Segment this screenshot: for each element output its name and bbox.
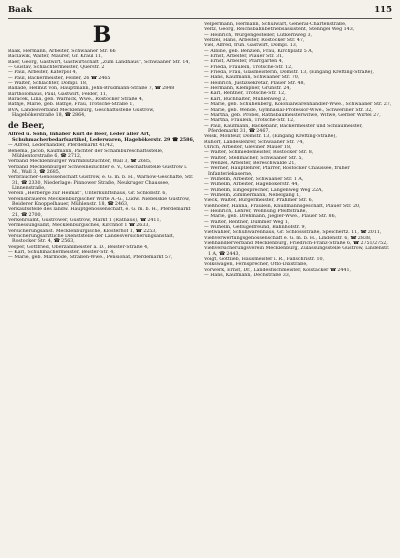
directory-entry: — Wilhelm, Arbeiter, Hagebökerstr. 44, [204, 182, 299, 188]
directory-entry: — Gustav, Schlachtermeister, Querstr. 2 [8, 65, 105, 71]
directory-entry: Baracek, Lina, geb. Warnick, Wwe., Rostocker Straße 4, [8, 97, 144, 103]
directory-entry: Vermessungsamt, Mecklenburgisches, Kirchhof 1 ☎ 2633, [8, 223, 150, 229]
directory-entry: — Karl, Rentner, Trotsche-Str. 12, [204, 91, 286, 97]
directory-entry: — Heinrich, Lehrer, Wohnung Pfeiffstraße, [204, 209, 308, 215]
directory-entry: BVA, Landesverband Mecklenburg, Geschäftsstelle Güstrow, Hagebökerstraße 18, ☎ 2864, [8, 107, 155, 119]
directory-entry: — Karl, Schuhmachermeister, Beister-Str. 4, [8, 250, 115, 256]
directory-entry: — Wilhelm, Geflügelfreund, Bahnhofstr. 9, [204, 225, 306, 231]
directory-entry: Alfred u. Sohn, Inhaber Kurt de Beer, Leder aller Art, Schuhmacherbedarfsartikel, Lederwaren, Hagebökerstr. 29 ☎ 2586, [8, 132, 195, 143]
directory-entry: — Heinrich, Justizsekretär, Plauer Str. 48, [204, 80, 306, 86]
directory-entry: — Ernst, Arbeiter, Plauer Str. 31, [204, 54, 284, 60]
directory-entry: — Paul, Arbeiter, Katerpol 4, [8, 70, 78, 76]
directory-entry: — Karl, Buchhalter, Mühlenweg 2, [204, 96, 287, 102]
directory-entry: Viehverwertungsgenossenschaft e. G. m. b. H., Lindenstr. 6, ☎ 2838, [204, 235, 372, 241]
directory-entry: — Hans, Kaufmann, Schwaaner Str. 70, [204, 75, 300, 81]
directory-entry: Verein „Herberge zur Heimat“, Unterkunftshaus, Gr. Schloßstr. 6, [8, 191, 167, 197]
directory-entry: — Ernst, Arbeiter, Pfarrgarten 4, [204, 59, 284, 65]
directory-entry: Verkaufsstelle des landw. Hauptgenossenschaft, e. G. m. b. H., Pferdemarkt 21, ☎ 2700, [8, 207, 191, 218]
directory-entry: Velpermann, Hermann, Schulwart, General-Chartenstraße, [204, 22, 347, 27]
directory-entry: Veltz, Georg, Reichsbahnbetriebsassistent, Stenngel Weg 143, [204, 27, 355, 33]
directory-entry: Vießhöder, Hanna, Fräulein, Knüllmannsgeschäft, Plauer Str. 20, [204, 203, 361, 209]
directory-entry: — Heinrich, Würgengesteller, Lütkernweg 3, [204, 32, 312, 38]
directory-entry: — Martha, Fräulein, Trotsche-Str. 12, [204, 118, 295, 124]
directory-entry: — Werner, Hauptlehrer, Pfarrer, Rostocker Chaussee, früher Infanteriekaserne, [204, 166, 350, 177]
directory-entry: Ballade, Helmut von, Hauptmann, Jehn-Brudmann-Straße 7, ☎ 2848 [8, 86, 175, 92]
directory-entry: Benema, Jacob, Kaufmann, Pächter der Schambureschäftsstelle, Mühlentorstraße 6, ☎ 2712, [8, 148, 164, 159]
section-heading: de Beer, [8, 120, 45, 131]
directory-entry: Bartholomäus, Paul, Gastwirt, Felder, 11, [8, 91, 108, 97]
directory-entry: — Walter, Rentner, Dummer Weg 1, [204, 219, 290, 225]
directory-entry: — Walter, Stellmacher, Schwaaner Str. 5, [204, 155, 304, 161]
directory-entry: Viel, Alfred, früh. Gastwirt, Dompl. 13, [204, 43, 298, 49]
directory-entry: Verband Mecklenburger Schweinezüchter e. V., Geschäftsstelle Güstrow i. M., Wall 3, ☎ 2685, [8, 164, 188, 175]
directory-entry: Voigt, Gottlieb, Hausmeister i. R., Fallschristr. 10, [204, 257, 325, 263]
right-column [204, 22, 392, 279]
page-number: 115 [374, 5, 392, 15]
left-column [8, 22, 196, 279]
directory-entry: — Wilhelm, Arbeiter, Schwaaner Str. 1 A, [204, 176, 304, 182]
directory-entry: Verbraucher-Genossenschaft Güstrow, e. G. m. b. H., Warnow-Geschäfte, Str. 31, ☎ 2330, Niederlage: Pinnower Straße, Neukruger Chaussee, Linnenstraße, [8, 175, 194, 191]
directory-entry: Viehversicherungsverein Mecklenburg, Zulassungsstelle Güstrow, Lindenstr. 1 A, ☎ 2443, [204, 246, 390, 257]
directory-entry: Volkswagen, Fernsprecher, Otto-Dixstraße, [204, 262, 308, 268]
directory-entry: Vereinsbrauerei Mecklenburgischer Wirte A.-G., Ludw. Niebelskie Güstrow, Beiderer Knoppelhauer, Mühlenstr. 18, ☎ 2463, [8, 196, 190, 207]
directory-entry: — Marie, geb. Schuhenberg, Kolonialwarenhändler-Wwe., Schwaaner Str. 27, [204, 102, 392, 108]
directory-entry: Ruhorf, Landeslehrer, Schwaaner Str. 74, [204, 139, 304, 145]
directory-entry: Verkehrsamt, Güstrower, Güstrow, Markt 1 (Rathaus), ☎ 2411, [8, 217, 161, 223]
directory-entry: — Marie, geb. Drehmann, Jiegler-Wwe., Plauer Str. 86, [204, 214, 337, 220]
directory-entry: Baer, Georg, Gastwirt, Gastwirtschaft „Zum Landhaus“, Schwaaner Str. 14, [8, 59, 190, 65]
running-head: Baak [8, 5, 33, 15]
directory-entry: — Frieda, Frau, Glasmeisterin, Domstr. 13, (Eingang Krefting-Straße), [204, 70, 374, 76]
directory-entry: Baclawik, Walter, Maurer, Gr. Kraul 11, [8, 54, 103, 60]
directory-entry: Verband Mecklenburger Warmblutzüchter, Wall 3, ☎ 2685, [8, 159, 152, 165]
directory-entry: — Hans, Kaufmann, Dechstraße 33, [204, 273, 291, 279]
directory-entry: — Frieda, Fräulein, Trotsche-Str. 12, [204, 64, 293, 70]
directory-entry: Vorwerk, Ernst, Dr., Landesfischmeister, Kolstäcker ☎ 2441, [204, 267, 351, 273]
directory-entry: Viehhändlerverband Mecklenburg, Friedrich-Franz-Straße 6, ☎ 2751/2752, [204, 241, 388, 247]
right-entries [204, 22, 392, 279]
columns [8, 22, 392, 279]
directory-entry: — Alfred, Lederhändler, Pferdemarkt 41/42, [8, 143, 115, 149]
directory-entry: Versicherungsärztliche Dienststelle der Landesversicherungsanstalt, Rostocker Str. 4, ☎ 2563, [8, 234, 175, 245]
directory-entry: — Marie, geb. Marmode, Straßen-Wwe., Pensionat, Pferdemarkt 57, [8, 255, 173, 261]
directory-entry: Versicherungsanst. Mecklenburgische, Klosterhof 1, ☎ 2253, [8, 228, 157, 234]
left-entries-a [8, 49, 196, 118]
directory-entry: — Wilhelm, Zimmermann, Nebelgang 1, [204, 193, 301, 198]
directory-entry: Ulrich, Arbeiter, Gleviner Mauer 18, [204, 144, 292, 150]
directory-entry: — Martha, geb. Pröbel, Rathsbaumeisterwitwe, Witwe, Gerber Wirtel 27, [204, 112, 381, 118]
directory-entry: — Walter, Schlachter, Dompl. 18, [8, 81, 88, 87]
directory-entry: — Marie, geb. Wende, Gymnasial-Professor-Wwe., Schweriner Str. 32, [204, 107, 373, 113]
directory-entry: — Paul, Bäckermeister, Felder, 26 ☎ 2465 [8, 75, 111, 81]
directory-entry: Veisk, Monteur, Domstr. 13, (Eingang Krefting-Straße), [204, 134, 337, 140]
directory-entry: Vieck, Walter, Bürgermeister, Prahmer Str. 6, [204, 198, 314, 204]
left-entries-b [8, 132, 196, 260]
directory-entry: — Wenzel, Arbeiter, Bereschwalde 21, [204, 160, 296, 166]
directory-entry: — Albine, geb. Benzien, Frau, Kirchplatz 5 A, [204, 48, 314, 54]
directory-entry: Vietwähler, Schuhwarenhaus, Gr. Schlossstraße, Speichertz. 11, ☎ 2011, [204, 230, 382, 236]
directory-entry: Baak, Hermann, Arbeiter, Schwaaner Str. 66 [8, 49, 116, 54]
page-header [8, 5, 392, 19]
directory-entry: — Wilhelm, Eingesprecher, Langenweg Weg 22A, [204, 187, 323, 193]
directory-entry: — Walter, Schmiedemeister, Rostocker Str. 8, [204, 150, 314, 156]
section-letter: B [92, 22, 112, 48]
directory-entry: Vesper, Gottfried, Oberzahlmeister a. D., Beister-Straße 4, [8, 244, 149, 250]
directory-entry: Bathje, Marie, geb. Bathje, Frau, Trotsche-Straße 1, [8, 102, 134, 108]
directory-entry: Veltzel, Hans, Arbeiter, Rostocker Str. 47, [204, 38, 305, 44]
directory-entry: — Hermann, Klempner, Grünstr. 24, [204, 86, 291, 92]
directory-entry: — Paul, Kaufmann, Bäckebahr, Bäckermeister und Schlaumeister, Pferdemarkt 31, ☎ 2467, [204, 123, 363, 134]
